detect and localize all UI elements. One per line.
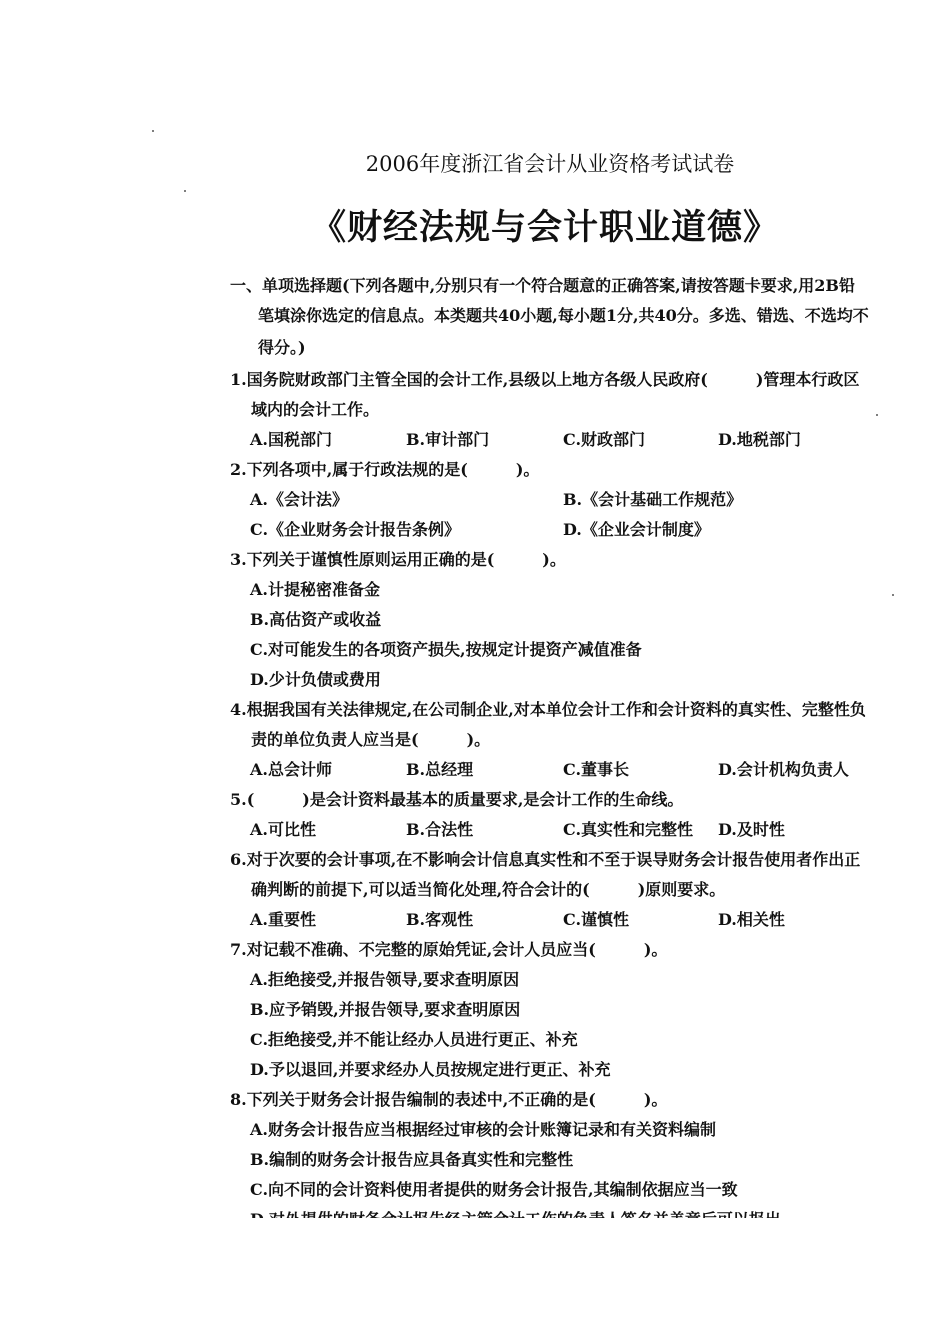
question-2-option-d: D.《企业会计制度》 bbox=[563, 520, 710, 539]
question-1-text-cont: 域内的会计工作。 bbox=[251, 400, 380, 419]
question-2-option-c: C.《企业财务会计报告条例》 bbox=[250, 520, 461, 539]
question-4-option-d: D.会计机构负责人 bbox=[718, 760, 849, 779]
question-3-option-c: C.对可能发生的各项资产损失,按规定计提资产减值准备 bbox=[250, 640, 642, 659]
question-8-option-a: A.财务会计报告应当根据经过审核的会计账簿记录和有关资料编制 bbox=[250, 1120, 716, 1139]
scan-cutoff-area bbox=[0, 1218, 950, 1344]
question-6-text: 6.对于次要的会计事项,在不影响会计信息真实性和不至于误导财务会计报告使用者作出正 bbox=[230, 850, 861, 869]
question-4-text: 4.根据我国有关法律规定,在公司制企业,对本单位会计工作和会计资料的真实性、完整性负 bbox=[230, 700, 866, 719]
question-4-option-c: C.董事长 bbox=[563, 760, 630, 779]
question-4-option-b: B.总经理 bbox=[406, 760, 474, 779]
question-1-option-b: B.审计部门 bbox=[406, 430, 490, 449]
question-1-option-c: C.财政部门 bbox=[563, 430, 646, 449]
question-1-option-a: A.国税部门 bbox=[250, 430, 332, 449]
question-5-text: 5.( )是会计资料最基本的质量要求,是会计工作的生命线。 bbox=[230, 790, 684, 809]
question-4-text-cont: 责的单位负责人应当是( )。 bbox=[251, 730, 491, 749]
question-3-option-d: D.少计负债或费用 bbox=[250, 670, 381, 689]
section-instructions-line-2: 笔填涂你选定的信息点。本类题共40小题,每小题1分,共40分。多选、错选、不选均不 bbox=[258, 306, 869, 325]
question-5-option-c: C.真实性和完整性 bbox=[563, 820, 694, 839]
question-7-option-a: A.拒绝接受,并报告领导,要求查明原因 bbox=[250, 970, 520, 989]
question-6-option-a: A.重要性 bbox=[250, 910, 316, 929]
question-8-option-b: B.编制的财务会计报告应具备真实性和完整性 bbox=[250, 1150, 574, 1169]
question-1-option-d: D.地税部门 bbox=[718, 430, 801, 449]
question-3-text: 3.下列关于谨慎性原则运用正确的是( )。 bbox=[230, 550, 566, 569]
scan-speck bbox=[892, 594, 894, 596]
scan-speck bbox=[152, 130, 154, 132]
scan-speck bbox=[184, 190, 186, 192]
question-2-option-b: B.《会计基础工作规范》 bbox=[563, 490, 743, 509]
question-8-text: 8.下列关于财务会计报告编制的表述中,不正确的是( )。 bbox=[230, 1090, 668, 1109]
question-3-option-b: B.高估资产或收益 bbox=[250, 610, 382, 629]
scan-speck bbox=[876, 414, 878, 416]
question-6-option-b: B.客观性 bbox=[406, 910, 474, 929]
question-1-text: 1.国务院财政部门主管全国的会计工作,县级以上地方各级人民政府( )管理本行政区 bbox=[230, 370, 860, 389]
question-5-option-b: B.合法性 bbox=[406, 820, 474, 839]
question-7-option-d: D.予以退回,并要求经办人员按规定进行更正、补充 bbox=[250, 1060, 611, 1079]
question-5-option-a: A.可比性 bbox=[250, 820, 316, 839]
question-8-option-c: C.向不同的会计资料使用者提供的财务会计报告,其编制依据应当一致 bbox=[250, 1180, 738, 1199]
question-2-option-a: A.《会计法》 bbox=[250, 490, 348, 509]
question-5-option-d: D.及时性 bbox=[718, 820, 785, 839]
question-6-option-d: D.相关性 bbox=[718, 910, 785, 929]
exam-title: 2006年度浙江省会计从业资格考试试卷 bbox=[365, 152, 735, 176]
section-instructions-line-1: 一、单项选择题(下列各题中,分别只有一个符合题意的正确答案,请按答题卡要求,用2B铅 bbox=[230, 276, 855, 295]
question-7-option-b: B.应予销毁,并报告领导,要求查明原因 bbox=[250, 1000, 521, 1019]
question-4-option-a: A.总会计师 bbox=[250, 760, 332, 779]
question-6-option-c: C.谨慎性 bbox=[563, 910, 630, 929]
question-6-text-cont: 确判断的前提下,可以适当简化处理,符合会计的( )原则要求。 bbox=[251, 880, 726, 899]
question-3-option-a: A.计提秘密准备金 bbox=[250, 580, 380, 599]
subject-title: 《财经法规与会计职业道德》 bbox=[310, 207, 779, 248]
section-instructions-line-3: 得分。) bbox=[258, 338, 306, 357]
question-2-text: 2.下列各项中,属于行政法规的是( )。 bbox=[230, 460, 540, 479]
question-7-option-c: C.拒绝接受,并不能让经办人员进行更正、补充 bbox=[250, 1030, 578, 1049]
question-7-text: 7.对记载不准确、不完整的原始凭证,会计人员应当( )。 bbox=[230, 940, 668, 959]
